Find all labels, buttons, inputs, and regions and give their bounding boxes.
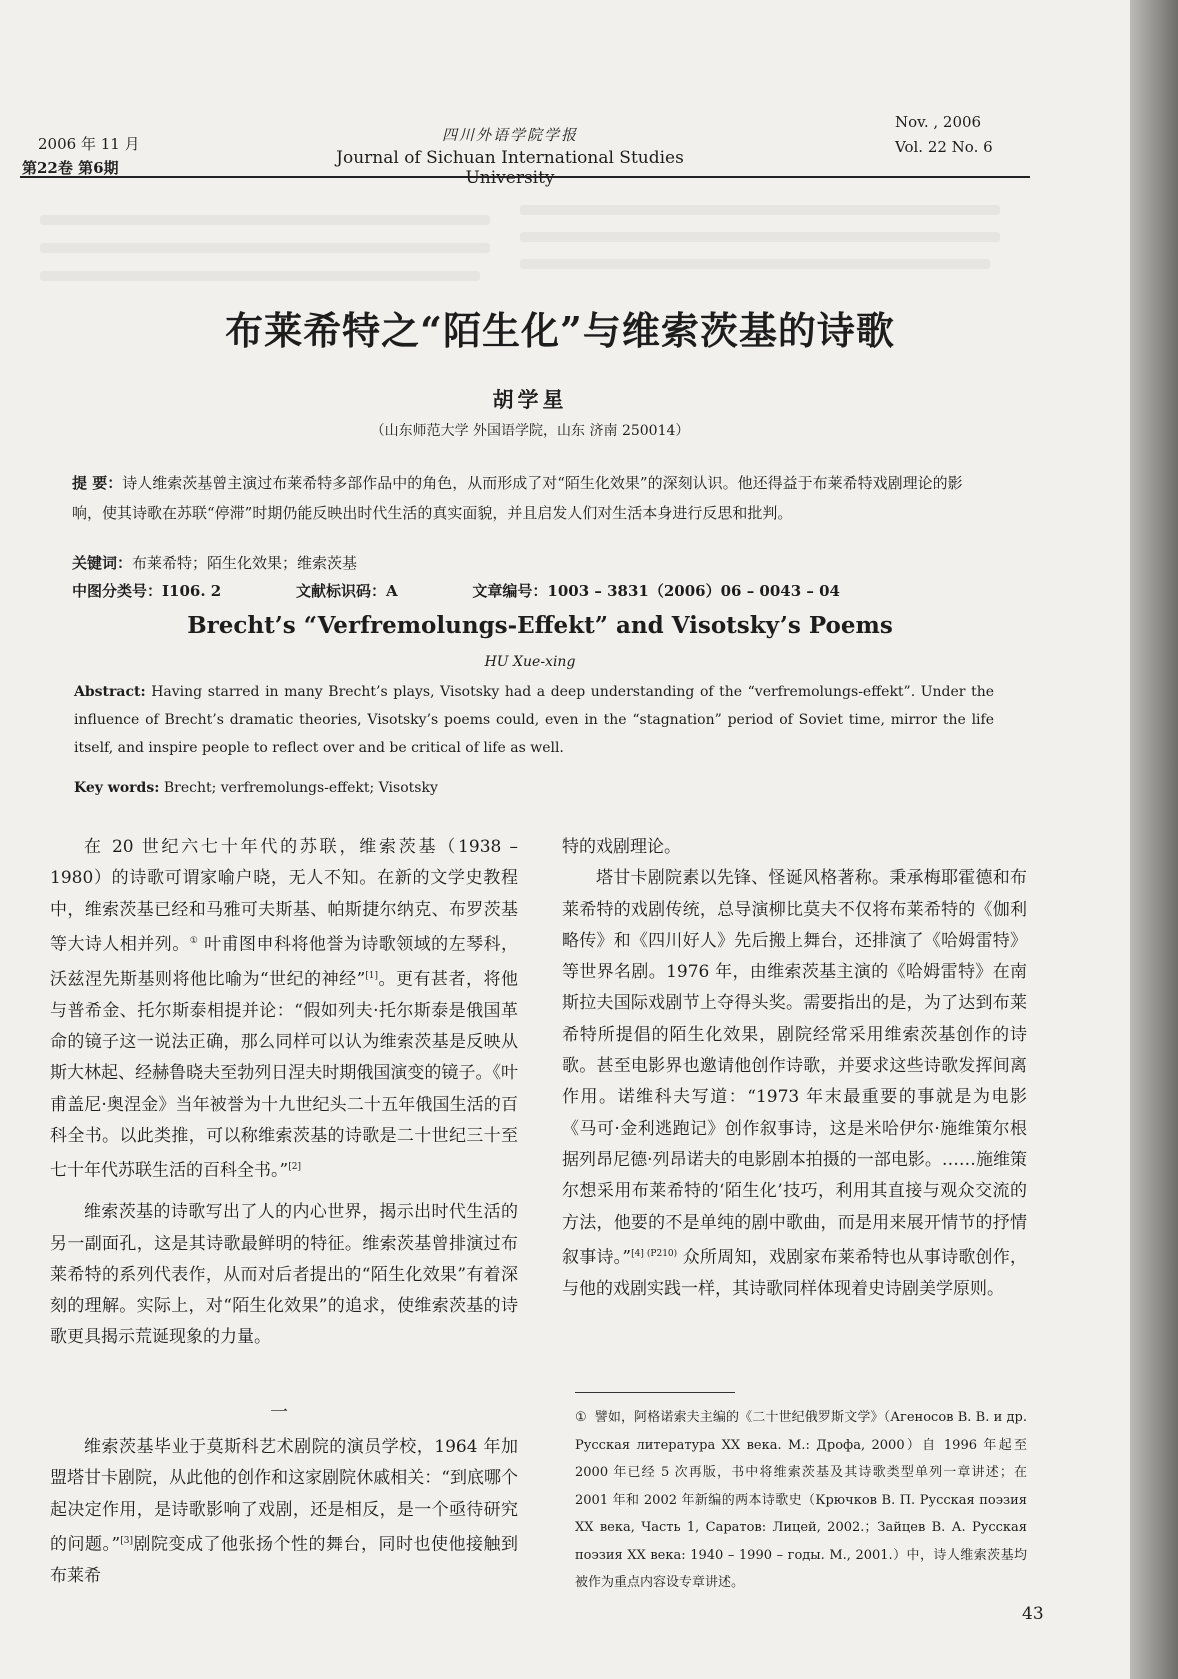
header-rule: [20, 176, 1030, 178]
footnote: [575, 1404, 1027, 1597]
body-paragraph: [562, 863, 1027, 1305]
page-number: 43: [1022, 1604, 1044, 1624]
journal-name-cn: 四川外语学院学报: [441, 126, 578, 144]
paragraph-text: 塔甘卡剧院素以先锋、怪诞风格著称。秉承梅耶霍德和布莱希特的戏剧传统，总导演柳比莫夫不仅将布莱希特的《伽利略传》和《四川好人》先后搬上舞台，还排演了《哈姆雷特》等世界名剧。1976 年，由维索茨基主演的《哈姆雷特》在南斯拉夫国际戏剧节上夺得头奖。需要指出的是，为了达到布莱希特所提倡的陌生化效果，剧院经常采用维索茨基创作的诗歌。甚至电影界也邀请他创作诗歌，并要求这些诗歌发挥间离作用。诺维科夫写道：“1973 年末最重要的事就是为电影《马可·金利逃跑记》创作叙事诗，这是米哈伊尔·施维策尔根据列昂尼德·列昂诺夫的电影剧本拍摄的一部电影。……施维策尔想采用布莱希特的‘陌生化’技巧，利用其直接与观众交流的方法，他要的不是单纯的剧中歌曲，而是用来展开情节的抒情叙事诗。”: [562, 868, 1027, 1268]
abstract-en: [74, 678, 994, 762]
body-column-right: [562, 832, 1027, 1305]
abstract-en-label: Abstract:: [74, 684, 146, 700]
body-paragraph: [50, 832, 518, 1187]
article-title-cn: 布莱希特之“陌生化”与维索茨基的诗歌: [225, 308, 895, 353]
citation-ref: [1]: [365, 970, 379, 981]
classification-line: [72, 580, 992, 601]
abstract-cn: [72, 468, 992, 528]
keywords-cn-label: 关键词：: [72, 554, 133, 572]
abstract-cn-label: 提 要：: [72, 474, 123, 492]
paragraph-text: 特的戏剧理论。: [562, 837, 681, 857]
body-paragraph: [50, 1197, 518, 1353]
footnote-rule: [575, 1392, 735, 1393]
citation-ref: [4] (P210): [631, 1248, 678, 1259]
paragraph-text: 叶甫图申科将他誉为诗歌领域的左琴科，沃兹涅先斯基则将他比喻为“世纪的神经”: [50, 934, 519, 990]
body-paragraph: [562, 832, 1027, 863]
issue-volume-cn: 第22卷 第6期: [22, 159, 119, 177]
paragraph-text: 众所周知，戏剧家布莱希特也从事诗歌创作，与他的戏剧实践一样，其诗歌同样体现着史诗剧美学原则。: [562, 1247, 1027, 1299]
citation-ref: [2]: [288, 1162, 301, 1173]
paragraph-text: 维索茨基的诗歌写出了人的内心世界，揭示出时代生活的另一副面孔，这是其诗歌最鲜明的特征。维索茨基曾排演过布莱希特的系列代表作，从而对后者提出的“陌生化效果”有着深刻的理解。实际上，对“陌生化效果”的追求，使维索茨基的诗歌更具揭示荒诞现象的力量。: [50, 1202, 518, 1348]
paragraph-text: 维索茨基毕业于莫斯科艺术剧院的演员学校，1964 年加盟塔甘卡剧院，从此他的创作和这家剧院休戚相关：“到底哪个起决定作用，是诗歌影响了戏剧，还是相反，是一个亟待研究的问题。”: [50, 1437, 518, 1555]
body-paragraph: [50, 1432, 518, 1592]
issue-volume-en: Vol. 22 No. 6: [895, 138, 993, 156]
abstract-en-text: Having starred in many Brecht’s plays, Visotsky had a deep understanding of the “verfremolungs-effekt”. Under the influence of Brecht’s dramatic theories, Visotsky’s poems could, even in the “stagnation” period of Soviet time, mirror the life itself, and inspire people to reflect over and be critical of life as well.: [74, 684, 995, 756]
keywords-en-label: Key words:: [74, 780, 160, 796]
document-code: 文献标识码：A: [296, 582, 398, 600]
paragraph-text: 在 20 世纪六七十年代的苏联，维索茨基（1938 – 1980）的诗歌可谓家喻户晓，无人不知。在新的文学史教程中，维索茨基已经和马雅可夫斯基、帕斯捷尔纳克、布罗茨基等大诗人相并列。: [50, 837, 518, 955]
body-column-left: [50, 832, 518, 1354]
section-number: 一: [270, 1402, 288, 1423]
journal-name-en: Journal of Sichuan International Studies University: [336, 148, 684, 188]
keywords-en-text: Brecht; verfremolungs-effekt; Visotsky: [163, 780, 438, 796]
article-title-en: Brecht’s “Verfremolungs-Effekt” and Visotsky’s Poems: [187, 612, 893, 639]
keywords-cn: [72, 552, 357, 573]
footnote-number: ①: [575, 1410, 587, 1425]
keywords-cn-text: 布莱希特；陌生化效果；维索茨基: [132, 554, 358, 572]
footnote-text: 譬如，阿格诺索夫主编的《二十世纪俄罗斯文学》（Агеносов В. В. и др. Русская литература XX века. М.: Дрофа, 2000）自 1996 年起至 2000 年已经 5 次再版，书中将维索茨基及其诗歌类型单列一章讲述；在 2001 年和 2002 年新编的两本诗歌史（Крючков В. П. Русская поэзия XX века, Часть 1, Саратов: Лицей, 2002.；Зайцев В. А. Русская поэзия XX века: 1940 – 1990 – годы. М., 2001.）中，诗人维索茨基均被作为重点内容设专章讲述。: [575, 1410, 1027, 1590]
scan-gutter-shadow: [1130, 0, 1178, 1679]
author-affiliation-cn: （山东师范大学 外国语学院，山东 济南 250014）: [370, 423, 690, 439]
footnote-marker: ①: [189, 935, 199, 946]
issue-date-en: Nov. , 2006: [895, 113, 982, 131]
author-name-en: HU Xue-xing: [484, 654, 576, 670]
article-number: 文章编号：1003 – 3831（2006）06 – 0043 – 04: [472, 582, 840, 600]
body-column-left-section: [50, 1432, 518, 1592]
paragraph-text: 剧院变成了他张扬个性的舞台，同时也使他接触到布莱希: [50, 1534, 518, 1586]
author-name-cn: 胡学星: [492, 387, 568, 412]
citation-ref: [3]: [120, 1535, 133, 1546]
keywords-en: [74, 780, 438, 796]
issue-date-cn: 2006 年 11 月: [38, 135, 140, 153]
clc-code: 中图分类号：I106. 2: [72, 582, 222, 600]
abstract-cn-text: 诗人维索茨基曾主演过布莱希特多部作品中的角色，从而形成了对“陌生化效果”的深刻认识。他还得益于布莱希特戏剧理论的影响，使其诗歌在苏联“停滞”时期仍能反映出时代生活的真实面貌，并且启发人们对生活本身进行反思和批判。: [72, 474, 963, 522]
paragraph-text: 。更有甚者，将他与普希金、托尔斯泰相提并论：“假如列夫·托尔斯泰是俄国革命的镜子这一说法正确，那么同样可以认为维索茨基是反映从斯大林起、经赫鲁晓夫至勃列日涅夫时期俄国演变的镜子。《叶甫盖尼·奥涅金》当年被誉为十九世纪头二十五年俄国生活的百科全书。以此类推，可以称维索茨基的诗歌是二十世纪三十至七十年代苏联生活的百科全书。”: [50, 969, 519, 1181]
